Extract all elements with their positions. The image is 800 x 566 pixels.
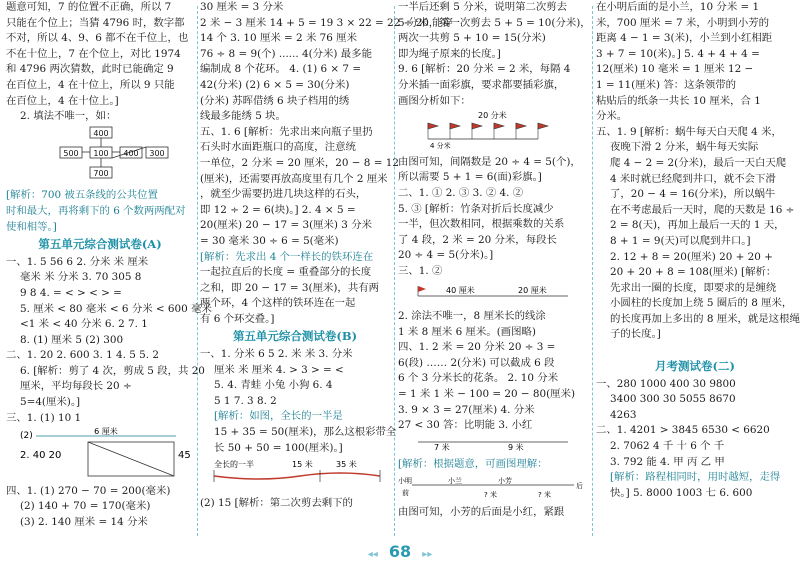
text-line: 米，700 厘米 = 7 米，小明到小芳的 <box>596 16 770 29</box>
figure-label: ? 米 <box>538 491 551 500</box>
diagram-left: 500 <box>63 148 79 158</box>
text-line: 爬 4 − 2 = 2(分米)，最后一天白天爬 <box>610 156 787 169</box>
section-heading: 第五单元综合测试卷(B) <box>232 329 358 344</box>
text-line: 6 个 3 分米长的花条。 2. 10 分米 <box>398 372 559 385</box>
text-line: [解析：根据题意，可画图理解： <box>398 458 548 471</box>
text-line: 即 12 ÷ 2 = 6(块)。] 2. 4 × 5 = <box>200 203 356 216</box>
text-line: 5. 厘米 < 80 毫米 < 6 分米 < 600 毫米 <box>20 302 212 315</box>
text-line: 5 分米，第一次剪去 5 + 5 = 10(分米)， <box>398 16 591 29</box>
figure-right: 45 <box>178 450 191 462</box>
text-line: 画图分析如下： <box>398 94 471 107</box>
rectangle-figure <box>6 426 194 478</box>
text-line: 6. [解析：剪了 4 次，剪成 5 段，共 20 <box>20 364 205 377</box>
column-1 <box>6 0 212 545</box>
text-line: 在不考虑最后一天时，爬的天数是 16 ÷ <box>610 203 795 216</box>
column-4 <box>596 0 800 545</box>
text-line: 由图可知，间隔数是 20 ÷ 4 = 5(个)， <box>398 155 581 168</box>
figure-label: 40 厘米 <box>446 285 475 295</box>
text-line: 题意可知，7 的位置不正确，所以 7 <box>6 1 172 13</box>
text-line: 在小明后面的是小兰，10 分米 = 1 <box>596 1 760 13</box>
text-line: 毫米 米 分米 3. 70 305 8 <box>20 271 142 284</box>
text-line: 在百位上，4 在十位上。] <box>6 94 119 107</box>
figure-label: 小芳 <box>498 477 512 486</box>
text-line: 了 4 段，2 米 = 20 分米，每段长 <box>398 233 557 246</box>
text-line: 5=4(厘米)。] <box>20 396 81 409</box>
text-line: 1 米 8 厘米 6 厘米。(画图略) <box>398 325 536 338</box>
text-line: 一、280 1000 400 30 9800 <box>596 377 736 390</box>
flag-line-figure <box>398 280 588 304</box>
text-line: 2 米 − 3 厘米 14 + 5 = 19 3 × 22 = 22 ÷ 20 能穿 <box>200 16 453 29</box>
text-line: ，就至少需要扔进几块这样的石头， <box>200 188 367 201</box>
section-heading: 月考测试卷(二) <box>655 359 735 374</box>
text-line: 先求出一圈的长度，即要求的是缠绕 <box>610 281 777 294</box>
figure-label: 7 米 <box>434 442 450 452</box>
text-line: 小圆柱的长度加上绕 5 圈后的 8 厘米， <box>610 297 793 310</box>
text-line: 二、1. 4201 > 3845 6530 < 6620 <box>596 424 770 437</box>
text-line: 3. 9 × 3 = 27(厘米) 4. 分米 <box>398 403 535 416</box>
text-line: 2. 12 + 8 = 20(厘米) 20 + 20 + <box>610 250 773 263</box>
text-line: 30 厘米 = 3 分米 <box>200 1 284 13</box>
text-line: 五、1. 9 [解析：蜗牛每天白天爬 4 米， <box>596 125 782 138</box>
text-line: 5. ③ [解析：竹条对折后长度减少 <box>398 202 554 215</box>
text-line: 厘米，平均每段长 20 ÷ <box>20 380 132 393</box>
text-line: 由图可知，小芳的后面是小红，紧跟 <box>398 505 565 518</box>
figure-length: 6 厘米 <box>94 427 118 437</box>
text-line: 5. 4. 青蛙 小兔 小狗 6. 4 <box>214 379 333 392</box>
diagram-center: 100 <box>93 148 109 158</box>
text-line: 二、1. 20 2. 600 3. 1 4. 5 5. 2 <box>6 349 159 362</box>
text-line: 三、1. (1) 10 1 <box>6 411 82 424</box>
order-figure <box>398 473 588 499</box>
diagram-top: 400 <box>93 128 109 138</box>
number-diagram <box>6 125 194 183</box>
text-line: 在百位上，4 在十位上，所以 9 只能 <box>6 78 175 91</box>
text-line: 时和最大，再将剩下的 6 个数两两配对 <box>6 204 186 217</box>
text-line: 的长度再加上多出的 8 厘米，就是这根绳 <box>610 312 800 325</box>
figure-unit: 4 分米 <box>430 142 451 151</box>
text-line: <1 米 < 40 分米 6. 2 7. 1 <box>20 318 148 331</box>
figure-label: 后 <box>576 482 583 491</box>
text-line: 3400 300 30 5055 8670 <box>610 393 736 406</box>
text-line: 2. 7062 4 千 十 6 个 千 <box>610 440 725 453</box>
figure-label: 20 厘米 <box>518 285 547 295</box>
figure-label: 20 分米 <box>478 111 507 121</box>
text-line: [解析：先求出 4 个一样长的铁环连在 <box>200 250 374 263</box>
text-line: 8. (1) 厘米 5 (2) 300 <box>20 333 124 346</box>
distance-figure <box>398 434 588 452</box>
text-line: 粘贴后的纸条一共长 10 厘米，合 1 <box>596 94 761 107</box>
text-line: 76 ÷ 8 = 9(个) ...... 4(分米) 最多能 <box>200 47 372 60</box>
column-divider <box>394 6 395 536</box>
text-line: 3 + 7 = 10(米)。] 5. 4 + 4 + 4 = <box>596 47 760 60</box>
text-line: 两次一共剪 5 + 10 = 15(分米) <box>398 32 546 45</box>
flags-figure <box>398 109 588 149</box>
text-line: 1 = 11(厘米) 答：这条领带的 <box>596 78 737 91</box>
figure-label: 35 米 <box>336 460 357 470</box>
text-line: 石头时水面距瓶口的高度，注意统 <box>200 141 356 154</box>
text-line: (2) 15 [解析：第二次剪去剩下的 <box>200 496 353 509</box>
text-line: 不在十位上，7 在个位上，对比 1974 <box>6 47 181 60</box>
text-line: 一半，但次数相同，根据乘数的关系 <box>398 218 565 231</box>
figure-label: 9 米 <box>508 442 524 452</box>
text-line: 42(分米) (2) 6 × 5 = 30(分米) <box>200 78 350 91</box>
page-footer <box>0 542 800 562</box>
figure-label: (2) <box>20 431 33 442</box>
text-line: 9. 6 [解析：20 分米 = 2 米，每隔 4 <box>398 63 571 76</box>
text-line: 一、1. 分米 6 5 2. 米 米 3. 分米 <box>200 348 353 361</box>
figure-label: 全长的一半 <box>214 460 254 470</box>
text-line: 15 + 35 = 50(厘米)，那么这根彩带全 <box>214 426 397 439</box>
column-3 <box>398 0 591 545</box>
text-line: [解析：700 被五条线的公共位置 <box>6 189 158 202</box>
text-line: 所以需要 5 + 1 = 6(面)彩旗。] <box>398 171 542 184</box>
text-line: 四、1. (1) 270 − 70 = 200(毫米) <box>6 484 171 497</box>
text-line: 20(厘米) 20 − 17 = 3(厘米) 3 分米 <box>200 219 372 232</box>
text-line: 9 8 4. = < > < > = <box>20 286 122 299</box>
text-line: = 30 毫米 30 ÷ 6 = 5(毫米) <box>200 234 339 247</box>
text-line: 即为绳子原来的长度。] <box>398 47 501 60</box>
text-line: 5 1 7. 3 8. 2 <box>214 394 277 407</box>
text-line: 四、1. 2 米 = 20 分米 20 ÷ 3 = <box>398 341 556 354</box>
text-line: 4 米时就已经爬到井口，就不会下滑 <box>610 172 776 185</box>
section-heading: 第五单元综合测试卷(A) <box>38 237 162 252</box>
figure-label: 前 <box>402 489 409 498</box>
text-line: 20 ÷ 4 = 5(分米)。] <box>398 249 494 262</box>
right-arrows-icon: ▸▸ <box>422 549 433 560</box>
text-line: 2 = 8(天)，再加上最后一天的 1 天， <box>610 219 785 232</box>
text-line: 子的长度。] <box>610 328 661 341</box>
text-line: 二、1. ① 2. ③ 3. ② 4. ② <box>398 186 524 199</box>
text-line: 20 + 20 + 8 = 108(厘米) [解析： <box>610 266 777 279</box>
column-divider <box>592 6 593 536</box>
diagram-bottom: 700 <box>93 168 109 178</box>
text-line: 分米插一面彩旗，要求都要插彩旗， <box>398 78 565 91</box>
figure-label: 15 米 <box>292 460 313 470</box>
text-line: 只能在个位上；当猜 4796 时，数字都 <box>6 16 185 29</box>
text-line: 有 6 个环交叠。] <box>200 312 275 325</box>
text-line: = 1 米 1 米 − 100 = 20 − 80(厘米) <box>398 388 576 401</box>
text-line: 一单位，2 分米 = 20 厘米，20 − 8 = 12 <box>200 156 399 169</box>
text-line: 和 4796 两次猜数，此时已能确定 9 <box>6 63 174 76</box>
text-line: (3) 2. 140 厘米 = 14 分米 <box>20 516 148 529</box>
text-line: 线最多能绣 5 块。 <box>200 110 286 123</box>
text-line: 一半后还剩 5 分米，说明第二次剪去 <box>398 1 568 13</box>
text-line: [解析：路程相同时，用时越短，走得 <box>610 471 781 484</box>
text-line: 4263 <box>610 408 637 421</box>
figure-label: 小兰 <box>448 477 462 486</box>
text-line: 两个环，4 个这样的铁环连在一起 <box>200 297 356 310</box>
text-line: 了，20 − 4 = 16(分米)，所以蜗牛 <box>610 188 776 201</box>
text-line: 编制成 8 个花环。 4. (1) 6 × 7 = <box>200 63 362 76</box>
figure-label: 小明 <box>398 477 412 486</box>
text-line: 使和相等。] <box>6 220 57 233</box>
text-line: 五、1. 6 [解析：先求出来向瓶子里扔 <box>200 125 373 138</box>
text-line: 8 + 1 = 9(天)可以爬到井口。] <box>610 234 751 247</box>
text-line: 一、1. 5 56 6 2. 分米 米 厘米 <box>6 255 149 268</box>
diagram-right: 400 <box>123 148 139 158</box>
text-line: 快。] 5. 8000 1003 七 6. 600 <box>610 486 753 499</box>
text-line: 27 < 30 答：比明能 3. 小红 <box>398 419 533 432</box>
figure-label: ? 米 <box>484 491 497 500</box>
text-line: 之和，即 20 − 17 = 3(厘米)，共有两 <box>200 281 379 294</box>
diagram-r2: 300 <box>149 148 165 158</box>
text-line: (厘米)，还需要再放高度里有几个 2 厘米 <box>200 172 388 185</box>
text-line: 三、1. ② <box>398 264 443 277</box>
left-arrows-icon: ◂◂ <box>367 549 378 560</box>
text-line: 2. 涂法不唯一，8 厘米长的线涂 <box>398 310 546 323</box>
text-line: 厘米 米 厘米 4. > 3 > = < <box>214 363 344 376</box>
text-line: 一起拉直后的长度 = 重叠部分的长度 <box>200 266 372 279</box>
ribbon-figure <box>200 456 390 490</box>
text-line: 3. 792 能 4. 甲 丙 乙 甲 <box>610 455 725 468</box>
text-line: 距离 4 − 1 = 3(米)，小兰到小红相距 <box>596 32 773 45</box>
column-divider <box>197 6 198 536</box>
figure-answer: 2. 40 20 <box>20 450 62 462</box>
text-line: 长 50 + 50 = 100(厘米)。] <box>214 441 343 454</box>
text-line: (2) 140 + 70 = 170(毫米) <box>20 500 151 513</box>
text-line: 6(段) …… 2(分米) 可以截成 6 段 <box>398 356 555 369</box>
text-line: (分米) 苏晖借绣 6 块子档用的绣 <box>200 94 350 107</box>
text-line: 12(厘米) 10 毫米 = 1 厘米 12 − <box>596 63 754 76</box>
text-line: 分米。 <box>596 110 628 123</box>
text-line: 不对，所以 4、9、6 都不在千位上，也 <box>6 32 189 45</box>
text-line: 2. 填法不唯一，如： <box>20 110 117 123</box>
page-number: 68 <box>388 542 412 561</box>
text-line: 14 个 3. 10 厘米 = 2 米 76 厘米 <box>200 32 357 45</box>
text-line: 夜晚下滑 2 分米，蜗牛每天实际 <box>610 141 759 154</box>
text-line: [解析：如图，全长的一半是 <box>214 410 343 423</box>
